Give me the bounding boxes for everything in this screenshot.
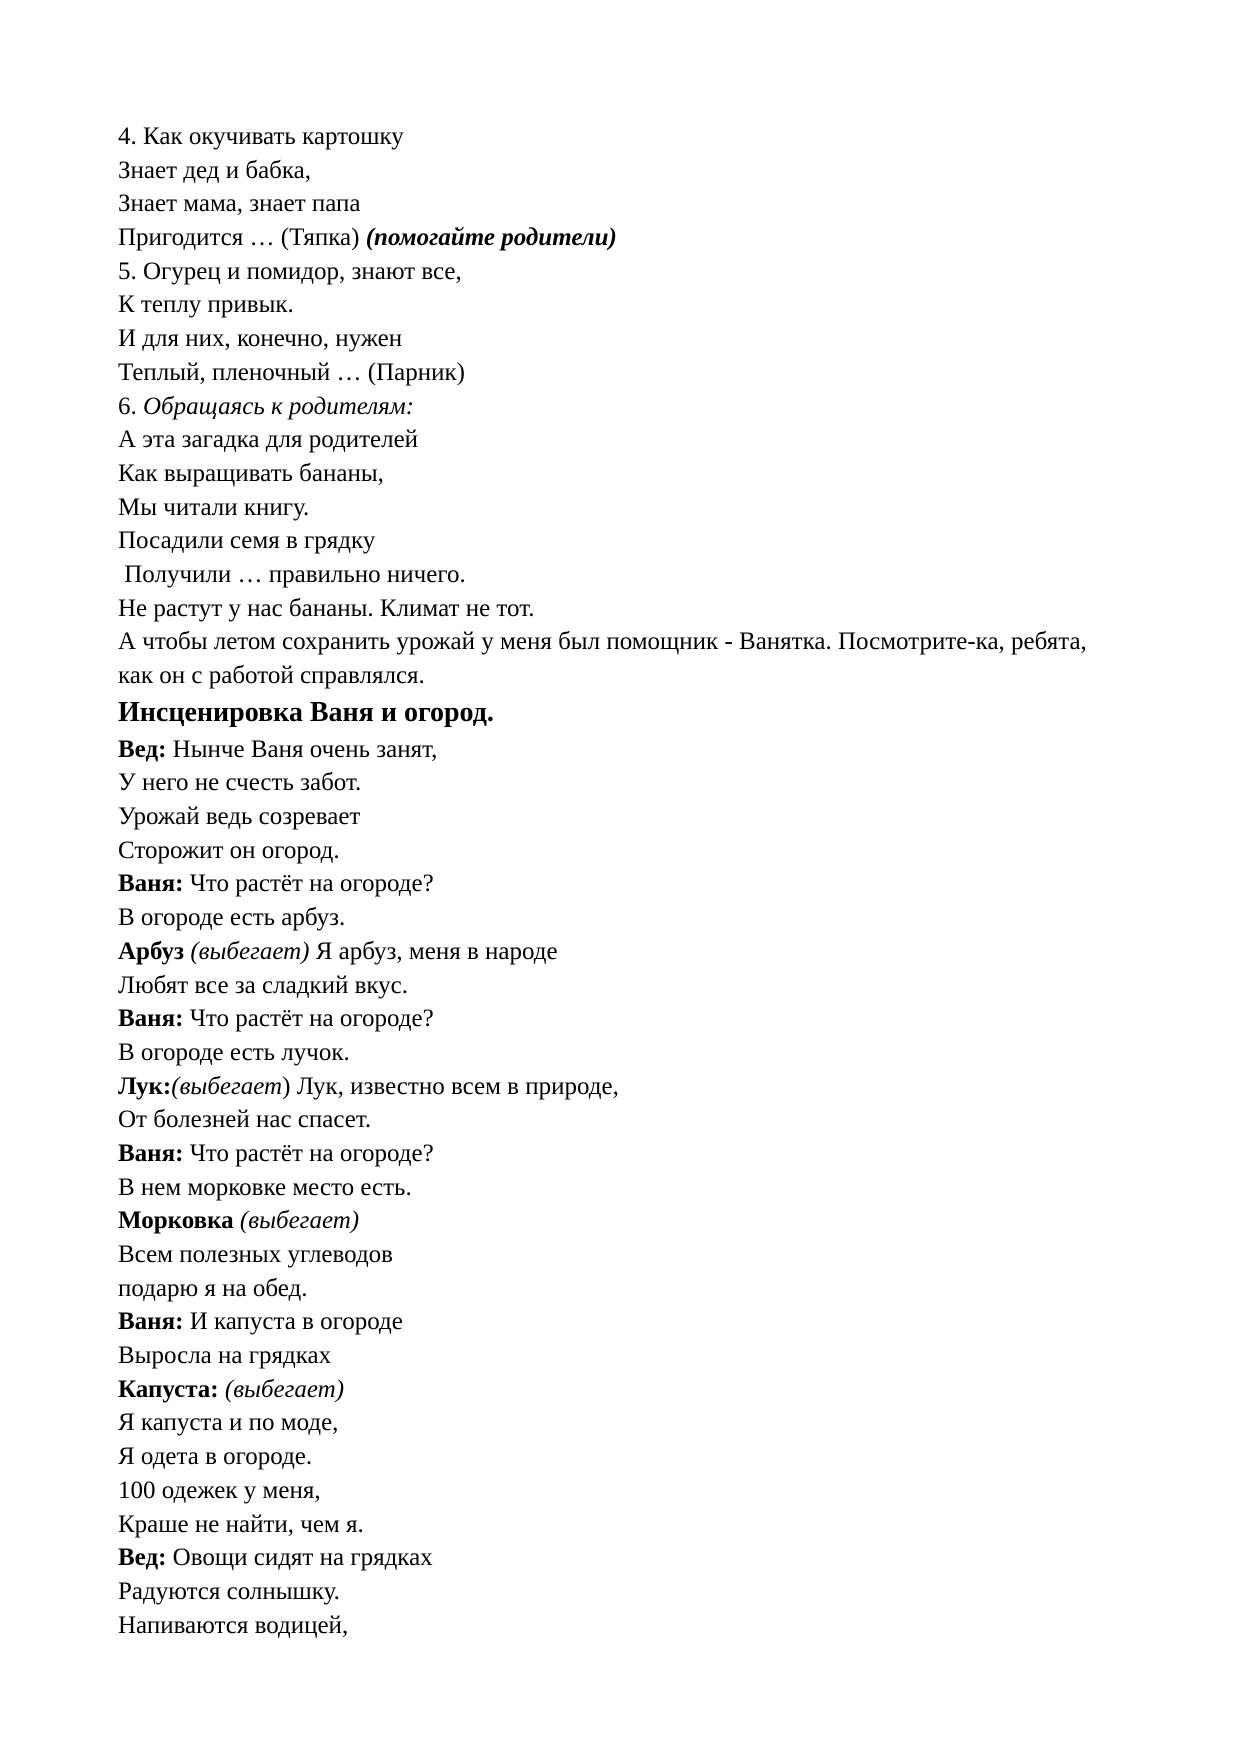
speaker-ved: Вед: bbox=[118, 1544, 167, 1572]
riddle-6-line-2: Как выращивать бананы, bbox=[118, 459, 384, 487]
scene-title: Инсценировка Ваня и огород. bbox=[118, 696, 494, 728]
vanya-line: Ваня: Что растёт на огороде? bbox=[118, 1005, 434, 1033]
riddle-4-answer: Пригодится … (Тяпка) bbox=[118, 224, 360, 252]
stage-direction: (выбегает) bbox=[233, 1207, 360, 1235]
verse-line: Выросла на грядках bbox=[118, 1342, 332, 1370]
riddle-6-line-7: А чтобы летом сохранить урожай у меня был помощник - Ванятка. Посмотрите-ка, ребята, как он с работой справлялся. bbox=[118, 628, 1087, 690]
speaker-luk: Лук: bbox=[118, 1072, 172, 1100]
riddle-6-number: 6. bbox=[118, 392, 137, 420]
riddle-4-line-3: Знает мама, знает папа bbox=[118, 190, 361, 218]
riddle-6-line-6: Не растут у нас бананы. Климат не тот. bbox=[118, 594, 535, 622]
verse-line: Я одета в огороде. bbox=[118, 1443, 313, 1471]
stage-direction: (выбегает bbox=[171, 1072, 283, 1100]
verse-line: В огороде есть арбуз. bbox=[118, 904, 346, 932]
riddle-4-note: (помогайте родители) bbox=[365, 224, 617, 252]
verse-line: Краше не найти, чем я. bbox=[118, 1510, 364, 1538]
speaker-vanya: Ваня: bbox=[118, 1139, 184, 1167]
riddle-6-line-4: Посадили семя в грядку bbox=[118, 527, 376, 555]
morkovka-line bbox=[118, 1204, 1128, 1238]
speaker-morkovka: Морковка bbox=[118, 1207, 234, 1235]
speaker-vanya: Ваня: bbox=[118, 870, 184, 898]
riddle-5-line-4: Теплый, пленочный … (Парник) bbox=[118, 358, 465, 386]
arbuz-line: Арбуз (выбегает) Я арбуз, меня в народе bbox=[118, 937, 558, 965]
vanya-line: Ваня: Что растёт на огороде? bbox=[118, 1139, 434, 1167]
verse-line: 100 одежек у меня, bbox=[118, 1476, 321, 1504]
verse-line: Всем полезных углеводов bbox=[118, 1241, 393, 1269]
vanya-line: Ваня: И капуста в огороде bbox=[118, 1308, 403, 1336]
riddle-4-line-2: Знает дед и бабка, bbox=[118, 156, 312, 184]
speaker-kapusta: Капуста: bbox=[118, 1375, 219, 1403]
ved-line: Вед: Нынче Ваня очень занят, bbox=[118, 735, 438, 763]
riddle-6-line-1: А эта загадка для родителей bbox=[118, 426, 419, 454]
kapusta-line bbox=[118, 1373, 1128, 1407]
riddle-5-line-3: И для них, конечно, нужен bbox=[118, 325, 403, 353]
speaker-ved: Вед: bbox=[118, 735, 167, 763]
riddle-4-line-1: 4. Как окучивать картошку bbox=[118, 123, 404, 150]
riddle-5-line-2: К теплу привык. bbox=[118, 291, 294, 319]
verse-line: Урожай ведь созревает bbox=[118, 803, 361, 831]
riddle-6-note: Обращаясь к родителям: bbox=[143, 392, 415, 420]
riddle-6-line-3: Мы читали книгу. bbox=[118, 493, 310, 521]
stage-direction: (выбегает) bbox=[184, 937, 310, 965]
stage-direction: (выбегает) bbox=[218, 1375, 345, 1403]
speaker-vanya: Ваня: bbox=[118, 1005, 184, 1033]
riddle-6-line-5: Получили … правильно ничего. bbox=[118, 560, 466, 588]
verse-line: В огороде есть лучок. bbox=[118, 1038, 350, 1066]
verse-line: От болезней нас спасет. bbox=[118, 1106, 372, 1134]
verse-line: Радуются солнышку. bbox=[118, 1577, 340, 1605]
riddle-4-line-4 bbox=[118, 221, 1128, 255]
riddle-6-intro bbox=[118, 390, 1128, 424]
speaker-vanya: Ваня: bbox=[118, 1308, 184, 1336]
verse-line: Сторожит он огород. bbox=[118, 836, 340, 864]
verse-line: В нем морковке место есть. bbox=[118, 1173, 412, 1201]
verse-line: У него не счесть забот. bbox=[118, 769, 362, 797]
speaker-arbuz: Арбуз bbox=[118, 937, 185, 965]
verse-line: Я капуста и по моде, bbox=[118, 1409, 339, 1437]
vanya-line: Ваня: Что растёт на огороде? bbox=[118, 870, 434, 898]
verse-line: Напиваются водицей, bbox=[118, 1611, 349, 1639]
luk-line: Лук:(выбегает) Лук, известно всем в природе, bbox=[118, 1072, 619, 1100]
verse-line: подарю я на обед. bbox=[118, 1274, 308, 1302]
ved-line: Вед: Овощи сидят на грядках bbox=[118, 1544, 433, 1572]
verse-line: Любят все за сладкий вкус. bbox=[118, 971, 409, 999]
riddle-5-line-1: 5. Огурец и помидор, знают все, bbox=[118, 257, 462, 285]
document-page bbox=[118, 120, 1128, 1642]
